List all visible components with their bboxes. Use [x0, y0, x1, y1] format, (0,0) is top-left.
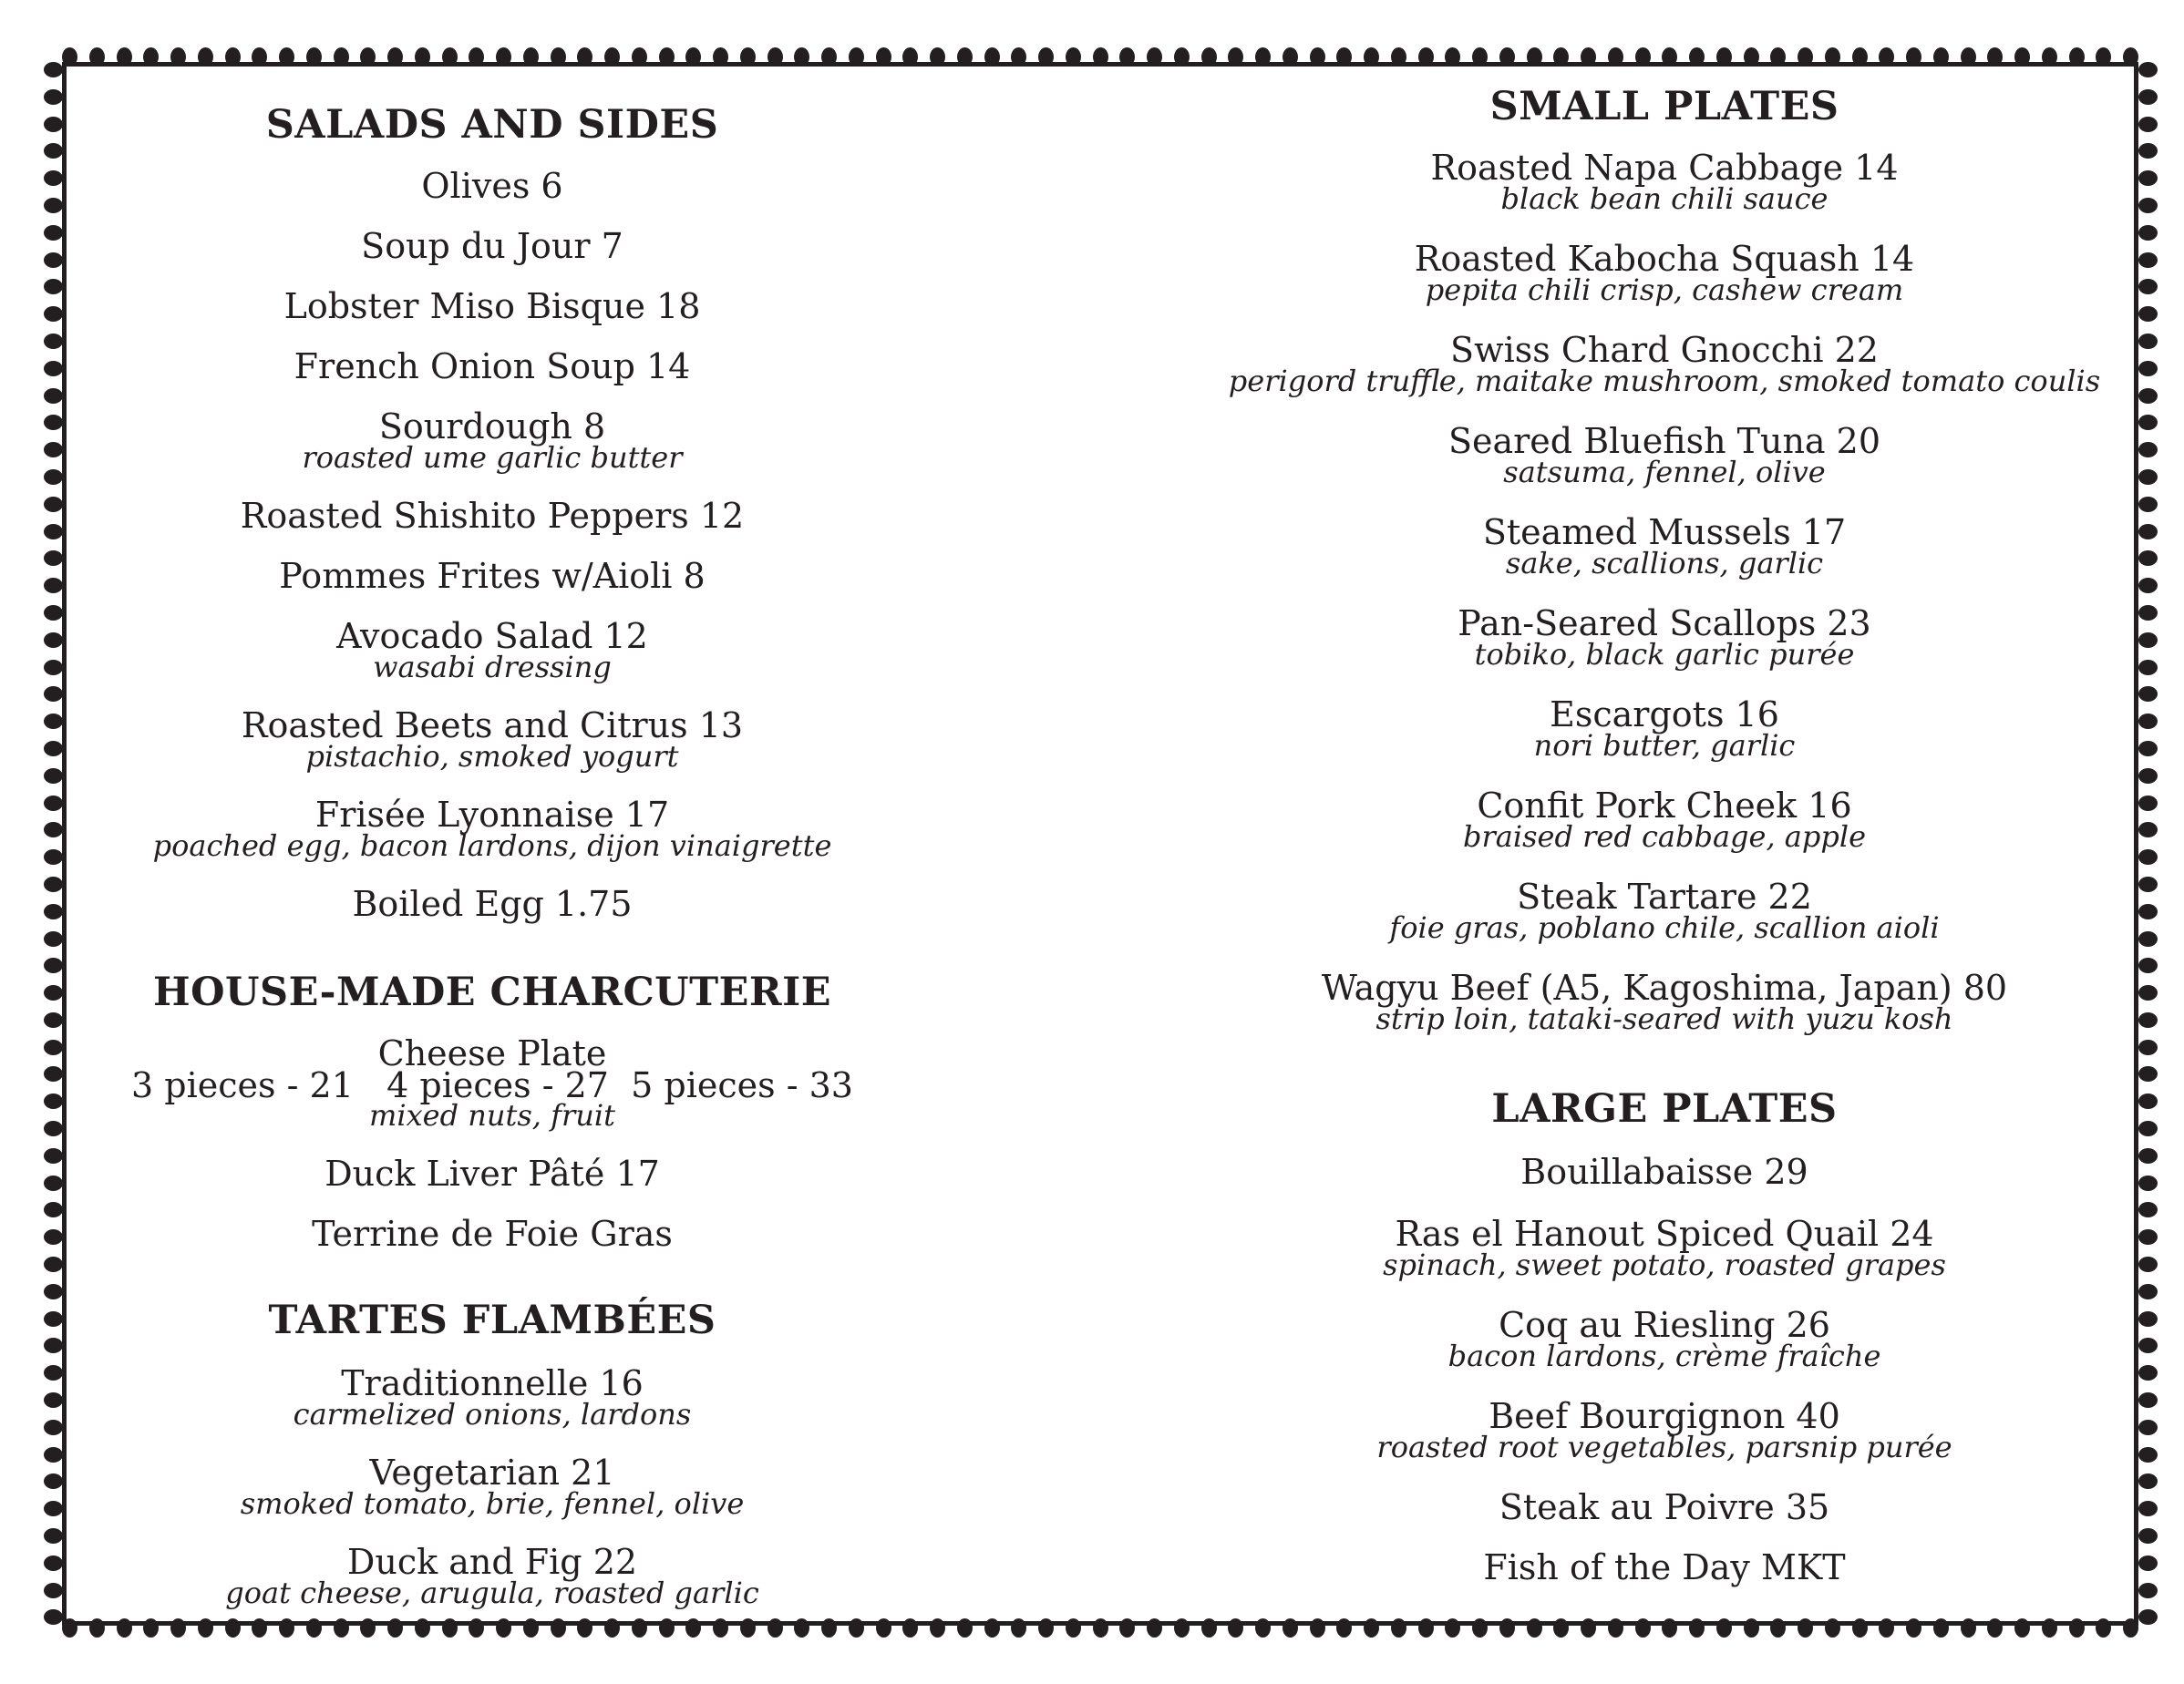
menu-item: [82, 795, 902, 863]
border-dot: [44, 524, 63, 539]
border-dot: [44, 1583, 63, 1598]
item-name: Traditionnelle 16: [341, 1363, 644, 1403]
item-description: sake, scallions, garlic: [1505, 546, 1824, 580]
border-dot: [44, 768, 63, 784]
menu-item: [1136, 239, 2184, 307]
border-dot: [2138, 225, 2158, 241]
menu-item: [82, 705, 902, 774]
menu-item: [82, 286, 902, 326]
item-description: carmelized onions, lardons: [293, 1397, 692, 1432]
menu-item: [1136, 1305, 2184, 1373]
menu-item: [1136, 968, 2184, 1036]
border-dot: [2138, 1609, 2158, 1625]
item-price-options: 3 pieces - 21 4 pieces - 27 5 pieces - 33: [131, 1065, 853, 1105]
item-description: tobiko, black garlic purée: [1474, 637, 1855, 672]
border-dot: [44, 170, 63, 186]
menu-item: [82, 226, 902, 266]
item-description: foie gras, poblano chile, scallion aioli: [1389, 910, 1940, 945]
item-description: spinach, sweet potato, roasted grapes: [1383, 1248, 1946, 1282]
item-name: Wagyu Beef (A5, Kagoshima, Japan) 80: [1321, 968, 2008, 1008]
border-dot: [44, 117, 63, 132]
item-description: bacon lardons, crème fraîche: [1447, 1339, 1881, 1373]
menu-item: [1136, 1152, 2184, 1192]
border-dot: [2138, 306, 2158, 322]
border-dot: [2138, 1202, 2158, 1217]
border-dot: [44, 1365, 63, 1381]
border-dot: [2138, 1474, 2158, 1489]
item-name: Bouillabaisse 29: [1520, 1152, 1808, 1192]
item-description: black bean chili sauce: [1500, 181, 1829, 216]
item-name: Soup du Jour 7: [361, 226, 623, 266]
border-dot: [44, 497, 63, 512]
border-dot: [44, 1202, 63, 1217]
menu-item: [82, 1542, 902, 1610]
border-dot: [44, 252, 63, 268]
item-name: Vegetarian 21: [369, 1453, 615, 1493]
border-dot: [44, 225, 63, 241]
item-name: Cheese Plate: [377, 1033, 607, 1073]
item-name: Roasted Beets and Citrus 13: [241, 705, 744, 745]
item-description: mixed nuts, fruit: [369, 1098, 615, 1133]
menu-item: [82, 884, 902, 924]
border-dot: [44, 1556, 63, 1571]
item-name: Fish of the Day MKT: [1483, 1547, 1846, 1587]
border-dot: [2138, 1284, 2158, 1299]
item-name: Seared Bluefish Tuna 20: [1447, 421, 1881, 461]
border-dot: [44, 822, 63, 837]
item-name: Sourdough 8: [378, 406, 606, 447]
item-description: pepita chili crisp, cashew cream: [1425, 272, 1904, 307]
border-dot: [2138, 497, 2158, 512]
item-name: Terrine de Foie Gras: [312, 1214, 673, 1254]
section-heading-tartes-flambees: TARTES FLAMBÉES: [268, 1298, 716, 1343]
border-dot: [44, 877, 63, 892]
item-name: Roasted Kabocha Squash 14: [1414, 239, 1915, 279]
border-dot: [44, 1148, 63, 1164]
border-dot: [44, 361, 63, 376]
menu-item: [1136, 603, 2184, 672]
border-dot: [44, 442, 63, 457]
border-dot: [2138, 768, 2158, 784]
menu-item: [82, 1154, 902, 1194]
border-dot: [44, 415, 63, 430]
border-dot: [2138, 1066, 2158, 1082]
menu-item: [1136, 1547, 2184, 1587]
item-name: French Onion Soup 14: [294, 346, 691, 386]
border-dot: [44, 1040, 63, 1055]
item-name: Coq au Riesling 26: [1499, 1305, 1830, 1345]
menu-item: [1136, 786, 2184, 854]
menu-item: [82, 406, 902, 475]
item-name: Ras el Hanout Spiced Quail 24: [1395, 1214, 1934, 1254]
menu-item: [1136, 877, 2184, 945]
border-dot: [2138, 1528, 2158, 1544]
border-dot: [44, 388, 63, 404]
border-dot: [44, 1284, 63, 1299]
border-dot: [44, 198, 63, 213]
border-dot: [44, 578, 63, 593]
border-dot: [2138, 849, 2158, 865]
border-dot: [44, 1257, 63, 1272]
item-name: Steamed Mussels 17: [1482, 512, 1847, 552]
menu-item: [1136, 148, 2184, 216]
border-dot: [44, 1420, 63, 1435]
menu-item: [82, 166, 902, 206]
border-dots-left: [44, 62, 64, 1626]
item-name: Steak au Poivre 35: [1499, 1487, 1830, 1527]
border-dot: [44, 796, 63, 811]
item-description: perigord truffle, maitake mushroom, smoked tomato coulis: [1228, 364, 2101, 398]
item-name: Pommes Frites w/Aioli 8: [279, 556, 706, 596]
border-dot: [2138, 62, 2158, 77]
border-dot: [44, 143, 63, 159]
menu-item: [1136, 421, 2184, 489]
border-dot: [44, 1501, 63, 1516]
item-name: Roasted Shishito Peppers 12: [240, 496, 745, 536]
item-name: Confit Pork Cheek 16: [1477, 786, 1852, 826]
menu-item: [82, 496, 902, 536]
item-description: goat cheese, arugula, roasted garlic: [225, 1576, 759, 1610]
border-dot: [44, 714, 63, 729]
menu-item: [1136, 1396, 2184, 1464]
border-dot: [44, 89, 63, 105]
border-dot: [44, 1609, 63, 1625]
menu-item: [82, 1453, 902, 1521]
border-dot: [44, 1229, 63, 1245]
border-dot: [44, 1528, 63, 1544]
border-dot: [44, 632, 63, 648]
menu-item: [82, 616, 902, 684]
item-name: Steak Tartare 22: [1517, 877, 1812, 917]
item-description: wasabi dressing: [373, 650, 612, 684]
border-dot: [44, 904, 63, 919]
border-dot: [44, 1121, 63, 1136]
item-description: roasted ume garlic butter: [302, 440, 683, 475]
border-dot: [44, 686, 63, 702]
item-name: Beef Bourgignon 40: [1489, 1396, 1840, 1436]
border-dot: [44, 1094, 63, 1109]
border-dot: [44, 931, 63, 947]
item-name: Roasted Napa Cabbage 14: [1430, 148, 1899, 188]
border-dot: [44, 1176, 63, 1191]
item-description: nori butter, garlic: [1533, 728, 1796, 763]
border-dot: [44, 334, 63, 349]
item-name: Duck Liver Pâté 17: [325, 1154, 660, 1194]
border-dot: [44, 1066, 63, 1082]
menu-item: [1136, 694, 2184, 763]
item-description: poached egg, bacon lardons, dijon vinaigrette: [152, 828, 832, 863]
border-dot: [44, 279, 63, 294]
border-dot: [44, 660, 63, 675]
menu-item: [82, 1214, 902, 1254]
section-heading-charcuterie: HOUSE-MADE CHARCUTERIE: [152, 970, 832, 1015]
item-name: Avocado Salad 12: [336, 616, 648, 656]
item-description: braised red cabbage, apple: [1462, 819, 1867, 854]
border-dot: [2138, 1583, 2158, 1598]
border-dot: [44, 849, 63, 865]
item-name: Olives 6: [421, 166, 563, 206]
border-dot: [44, 550, 63, 566]
menu-item: [1136, 1214, 2184, 1282]
menu-item: [82, 346, 902, 386]
item-name: Escargots 16: [1550, 694, 1779, 734]
item-description: pistachio, smoked yogurt: [305, 739, 679, 774]
border-dot: [44, 1392, 63, 1408]
menu-item: [82, 1363, 902, 1432]
item-name: Pan-Seared Scallops 23: [1458, 603, 1871, 643]
border-dot: [44, 1012, 63, 1028]
item-name: Frisée Lyonnaise 17: [314, 795, 670, 835]
item-description: smoked tomato, brie, fennel, olive: [240, 1486, 745, 1521]
section-heading-large-plates: LARGE PLATES: [1491, 1086, 1838, 1132]
border-dot: [44, 741, 63, 756]
item-description: strip loin, tataki-seared with yuzu kosh: [1375, 1001, 1953, 1036]
menu-item: [1136, 1487, 2184, 1527]
border-dot: [44, 958, 63, 973]
item-name: Duck and Fig 22: [346, 1542, 638, 1582]
item-name: Swiss Chard Gnocchi 22: [1450, 330, 1879, 370]
border-dot: [2138, 1040, 2158, 1055]
border-dot: [44, 1447, 63, 1463]
border-dot: [44, 1311, 63, 1327]
menu-item: [1136, 512, 2184, 580]
menu-item: [82, 1033, 902, 1133]
item-name: Lobster Miso Bisque 18: [283, 286, 701, 326]
border-dot: [44, 605, 63, 621]
section-heading-small-plates: SMALL PLATES: [1489, 84, 1839, 129]
item-name: Boiled Egg 1.75: [352, 884, 633, 924]
border-dot: [44, 469, 63, 485]
item-description: roasted root vegetables, parsnip purée: [1376, 1430, 1952, 1464]
border-dot: [44, 1474, 63, 1489]
border-dot: [44, 62, 63, 77]
item-description: satsuma, fennel, olive: [1503, 455, 1826, 489]
border-dot: [44, 306, 63, 322]
menu-item: [82, 556, 902, 596]
border-dot: [44, 985, 63, 1001]
border-dot: [2138, 578, 2158, 593]
menu-item: [1136, 330, 2184, 398]
border-dot: [44, 1338, 63, 1353]
section-heading-salads-and-sides: SALADS AND SIDES: [265, 102, 719, 148]
